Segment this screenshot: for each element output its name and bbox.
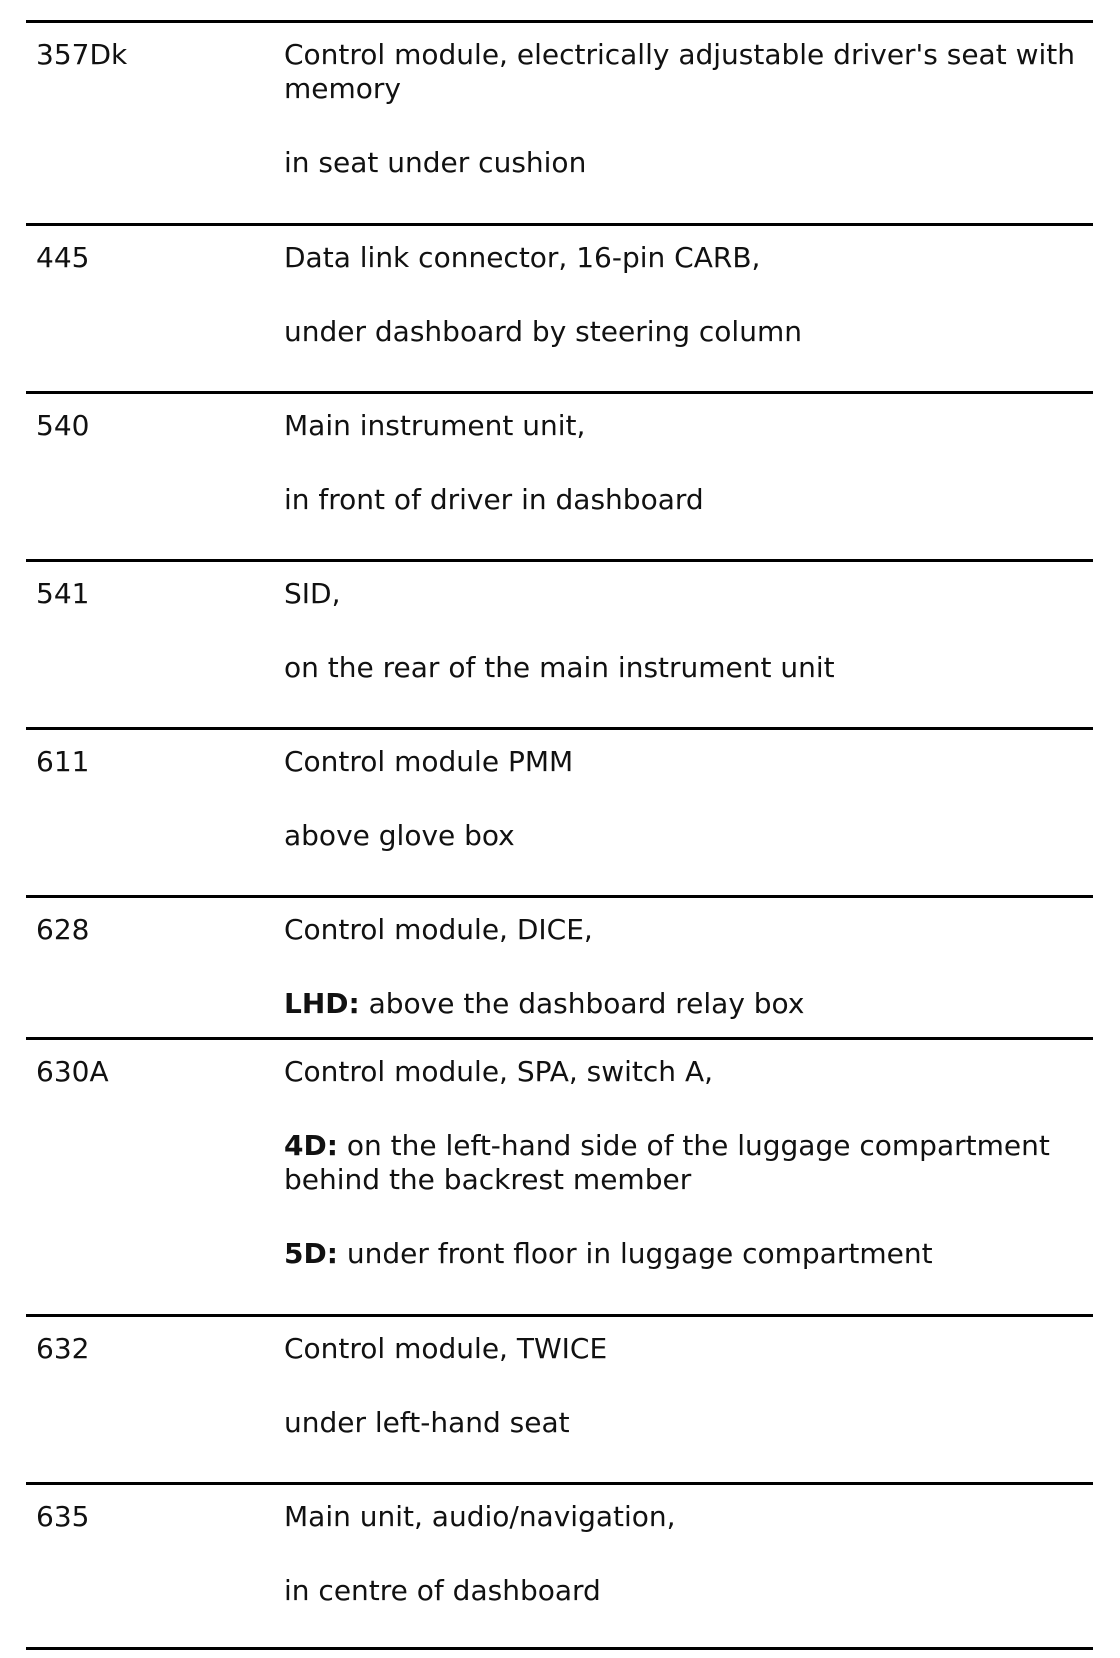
component-description bbox=[284, 1500, 1084, 1608]
component-location: under left-hand seat bbox=[284, 1406, 570, 1439]
table-row bbox=[26, 895, 1093, 1037]
component-location: 5D: under front floor in luggage compartment bbox=[284, 1237, 933, 1270]
component-title: Control module, DICE, bbox=[284, 913, 593, 946]
component-code: 541 bbox=[36, 577, 90, 610]
component-location: under dashboard by steering column bbox=[284, 315, 802, 348]
component-title: Control module PMM bbox=[284, 745, 574, 778]
component-description bbox=[284, 38, 1084, 180]
component-title: Main unit, audio/navigation, bbox=[284, 1500, 676, 1533]
component-code: 357Dk bbox=[36, 38, 128, 71]
component-code: 635 bbox=[36, 1500, 90, 1533]
component-title: SID, bbox=[284, 577, 341, 610]
component-title: Control module, TWICE bbox=[284, 1332, 608, 1365]
component-description bbox=[284, 409, 1084, 517]
component-description bbox=[284, 1055, 1084, 1271]
table-bottom-border bbox=[26, 1647, 1093, 1650]
component-title: Control module, SPA, switch A, bbox=[284, 1055, 714, 1088]
component-location: 4D: on the left-hand side of the luggage compartment behind the backrest member bbox=[284, 1129, 1050, 1196]
component-description bbox=[284, 1332, 1084, 1440]
component-code: 445 bbox=[36, 241, 90, 274]
table-row bbox=[26, 223, 1093, 391]
component-title: Control module, electrically adjustable driver's seat with memory bbox=[284, 38, 1075, 105]
component-description bbox=[284, 913, 1084, 1021]
component-code: 630A bbox=[36, 1055, 109, 1088]
component-code: 632 bbox=[36, 1332, 90, 1365]
component-code: 540 bbox=[36, 409, 90, 442]
table-row bbox=[26, 1482, 1093, 1647]
component-description bbox=[284, 241, 1084, 349]
table-row bbox=[26, 391, 1093, 559]
table-row bbox=[26, 727, 1093, 895]
component-code: 611 bbox=[36, 745, 90, 778]
component-description bbox=[284, 577, 1084, 685]
component-location: in front of driver in dashboard bbox=[284, 483, 704, 516]
table-row bbox=[26, 1037, 1093, 1314]
component-title: Main instrument unit, bbox=[284, 409, 586, 442]
component-location: in seat under cushion bbox=[284, 146, 587, 179]
table-row bbox=[26, 559, 1093, 727]
component-location: LHD: above the dashboard relay box bbox=[284, 987, 805, 1020]
component-title: Data link connector, 16-pin CARB, bbox=[284, 241, 761, 274]
component-description bbox=[284, 745, 1084, 853]
component-location: above glove box bbox=[284, 819, 515, 852]
component-location: in centre of dashboard bbox=[284, 1574, 601, 1607]
component-location: on the rear of the main instrument unit bbox=[284, 651, 835, 684]
table-row bbox=[26, 1314, 1093, 1482]
component-code: 628 bbox=[36, 913, 90, 946]
table-row bbox=[26, 20, 1093, 223]
